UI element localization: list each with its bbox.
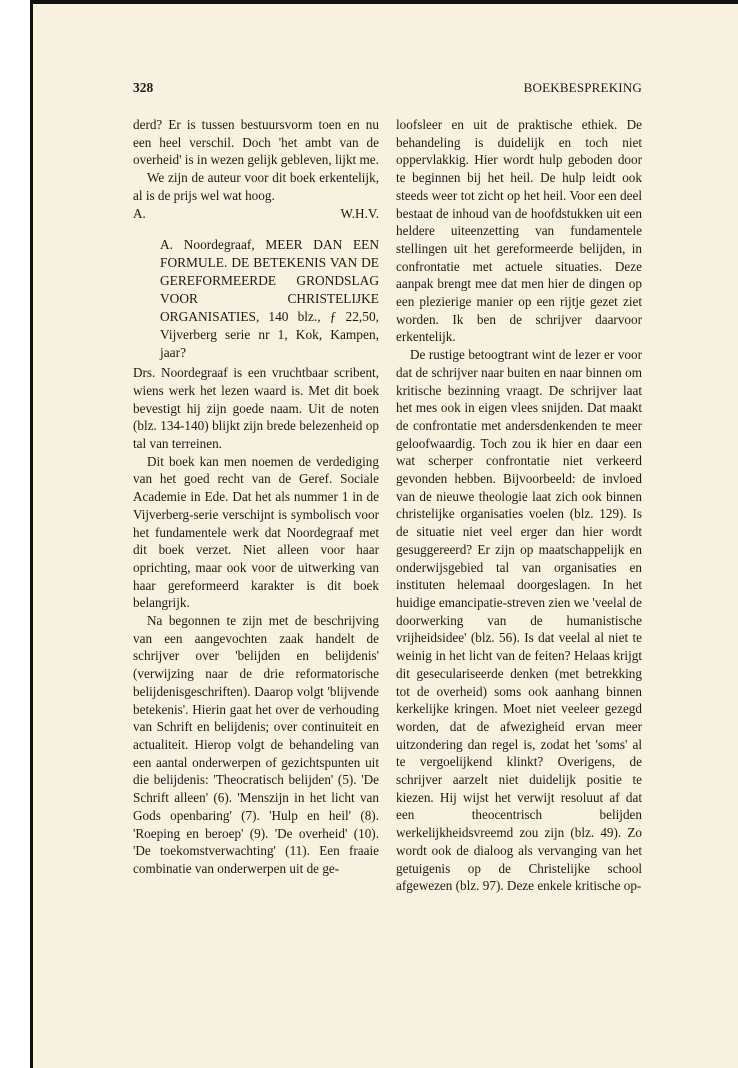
- paragraph: De rustige betoogtrant wint de lezer er voor dat de schrijver naar buiten en naar binnen om kritische bezinning vraagt. De schrijver laat het mes ook in eigen vlees snijden. Dat maakt de confrontatie met andersdenkenden te meer geloofwaardig. Toch zou ik hier en daar een wat scherper confrontatie niet verkeerd gevonden hebben. Bijvoorbeeld: de invloed van de nieuwe theologie laat zich ook binnen christelijke organisaties voelen (blz. 129). Is de situatie niet veel erger dan hier wordt gesuggereerd? Er zijn op maatschappelijk en onderwijsgebied tal van organisaties en instituten helemaal doorgeslagen. In het huidige emancipatie-streven zien we 'veelal de doorwerking van de humanistische vrijheidsidee' (blz. 56). Is dat veelal al niet te weinig in het licht van de feiten? Helaas krijgt dit geseculariseerde denken (met betrekking tot de overheid) soms ook aanhang binnen kerkelijke kringen. Moet niet veeleer gezegd worden, dat de afwezigheid ervan meer uitzondering dan regel is, zodat het 'soms' al te vergoelijkend klinkt? Overigens, de schrijver aarzelt niet duidelijk positie te kiezen. Hij wijst het verwijt resoluut af dat een theocentrisch belijden werkelijkheidsvreemd zou zijn (blz. 49). Zo wordt ook de dialoog als vervanging van het getuigenis op de Christelijke school afgewezen (blz. 97). Deze enkele kritische op-: [396, 347, 642, 894]
- paragraph: Drs. Noordegraaf is een vruchtbaar scribent, wiens werk het lezen waard is. Met dit boek bevestigt hij zijn goede naam. Uit de noten (blz. 134-140) blijkt zijn brede belezenheid op tal van terreinen.: [133, 365, 379, 452]
- paragraph-closing: We zijn de auteur voor dit boek erkentelijk, al is de prijs wel wat hoog.: [133, 170, 379, 203]
- right-column: [396, 116, 642, 895]
- review-signature: [133, 205, 379, 223]
- paragraph: Dit boek kan men noemen de verdediging van het goed recht van de Geref. Sociale Academie in Ede. Dat het als nummer 1 in de Vijverberg-serie verschijnt is symbolisch voor het fundamentele werk dat Noordegraaf met dit boek verzet. Niet alleen voor haar oprichting, maar ook voor de uitwerking van haar gereformeerd karakter is dit boek belangrijk.: [133, 453, 379, 611]
- signature-author: W.H.V.: [340, 205, 379, 221]
- scan-border-left: [30, 0, 33, 1068]
- book-reference: A. Noordegraaf, MEER DAN EEN FORMULE. DE BETEKENIS VAN DE GEREFORMEERDE GRONDSLAG VOOR CHRISTELIJKE ORGANISATIES, 140 blz., ƒ 22,50, Vijverberg serie nr 1, Kok, Kampen, jaar?: [160, 237, 379, 361]
- scan-margin: [0, 0, 30, 1068]
- left-column: [133, 116, 379, 878]
- page-number: 328: [133, 80, 154, 95]
- running-head: BOEKBESPREKING: [523, 80, 642, 95]
- paragraph-continued: derd? Er is tussen bestuursvorm toen en nu een heel verschil. Doch 'het ambt van de overheid' is in wezen gelijk gebleven, lijkt me.: [133, 117, 379, 168]
- paragraph-continued: loofsleer en uit de praktische ethiek. De behandeling is duidelijk en toch niet oppervlakkig. Hier wordt hulp geboden door te beginnen bij het heil. De hulp leidt ook steeds weer tot zicht op het heil. Voor een deel bestaat de inhoud van de hoofdstukken uit een heldere uiteenzetting van fundamentele stellingen uit het gereformeerde belijden, in confrontatie met actuele situaties. Deze aanpak brengt mee dat men hier de dingen op een plezierige manier op een rijtje gezet ziet worden. Ik ben de schrijver daarvoor erkentelijk.: [396, 117, 642, 345]
- signature-initial: A.: [133, 205, 146, 221]
- paragraph: Na begonnen te zijn met de beschrijving van een aangevochten zaak handelt de schrijver over 'belijden en belijdenis' (verwijzing naar de drie reformatorische belijdenisgeschriften). Daarop volgt 'blijvende betekenis'. Hierin gaat het over de verhouding van Schrift en belijdenis; over continuiteit en actualiteit. Hierop volgt de behandeling van een aantal onderwerpen of gezichtspunten uit die belijdenis: 'Theocratisch belijden' (5). 'De Schrift alleen' (6). 'Menszijn in het licht van Gods openbaring' (7). 'Hulp en heil' (8). 'Roeping en beroep' (9). 'De overheid' (10). 'De toekomstverwachting' (11). Een fraaie combinatie van onderwerpen uit de ge-: [133, 613, 379, 876]
- scan-border-top: [30, 0, 738, 4]
